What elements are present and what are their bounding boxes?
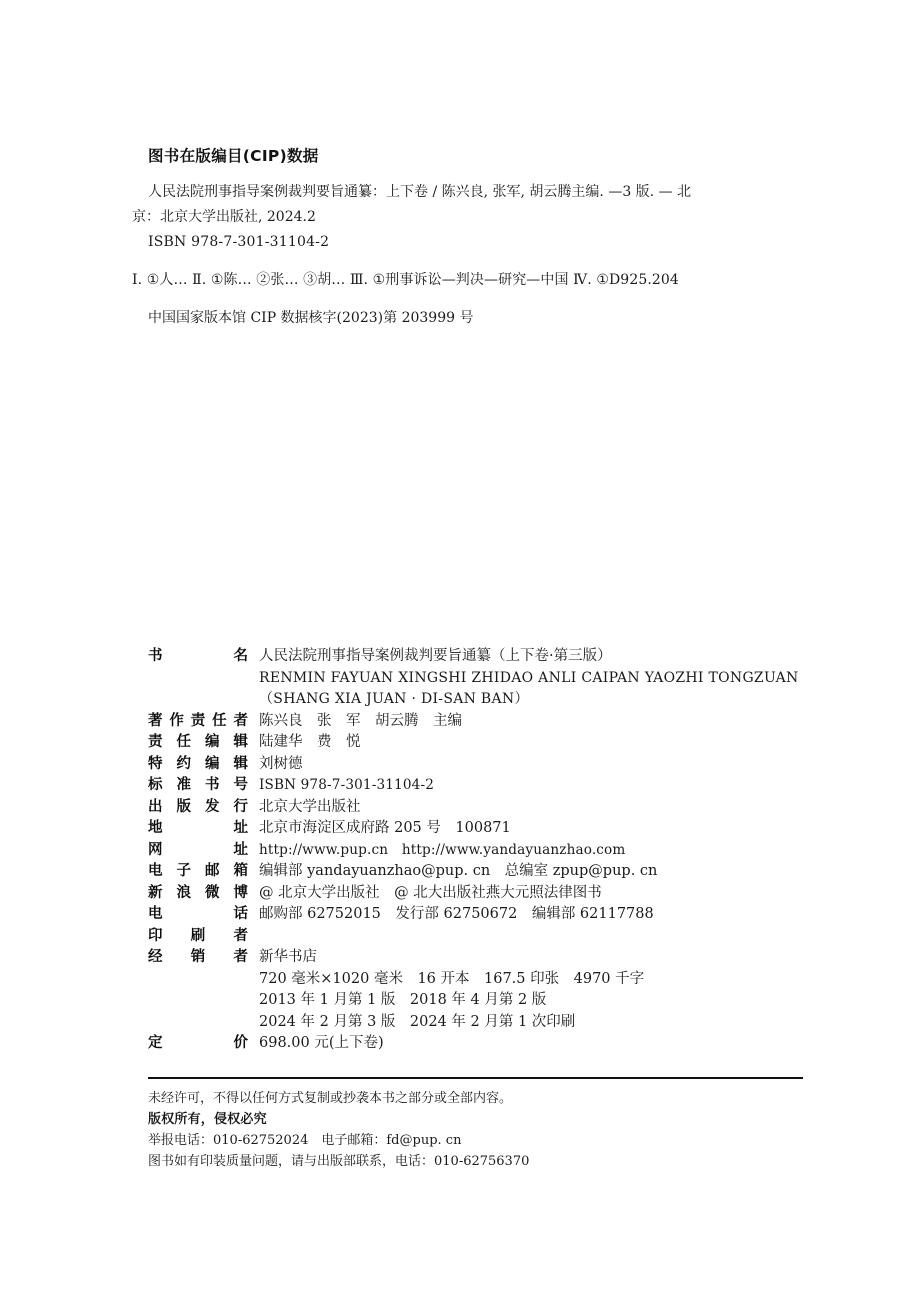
label-char: 书 — [148, 648, 163, 664]
label-char: 标 — [148, 777, 163, 793]
colophon-label-contributing-editor — [148, 754, 250, 776]
label-char: 经 — [148, 949, 163, 965]
label-char: 责 — [190, 712, 206, 729]
colophon-value-title: 人民法院刑事指导案例裁判要旨通纂（上下卷·第三版） — [259, 648, 612, 664]
cip-spacer-2 — [148, 293, 828, 306]
label-char: 任 — [212, 712, 227, 729]
label-char: 行 — [233, 798, 248, 815]
colophon-row-authors — [148, 711, 828, 733]
colophon-row-phone — [148, 904, 828, 926]
colophon-value-isbn: ISBN 978-7-301-31104-2 — [259, 777, 434, 793]
colophon-title-pinyin-1: RENMIN FAYUAN XINGSHI ZHIDAO ANLI CAIPAN YAOZHI TONGZUAN — [259, 669, 799, 686]
colophon-label-distributor — [148, 947, 250, 969]
label-char: 编 — [205, 755, 220, 772]
colophon-value-contributing-editor: 刘树德 — [259, 755, 303, 772]
label-char: 辑 — [233, 734, 248, 750]
label-char: 浪 — [176, 884, 191, 901]
colophon-print-spec: 720 毫米×1020 毫米 16 开本 167.5 印张 4970 千字 — [259, 970, 645, 987]
label-char: 责 — [148, 734, 163, 750]
label-char: 刷 — [190, 927, 206, 944]
label-char: 子 — [176, 863, 191, 879]
label-char: 网 — [148, 841, 163, 858]
colophon-value-address: 北京市海淀区成府路 205 号 100871 — [259, 820, 511, 836]
label-char: 准 — [176, 777, 191, 793]
colophon-label-email — [148, 861, 250, 883]
label-char: 址 — [233, 820, 248, 836]
label-char: 价 — [233, 1035, 248, 1051]
colophon-edition-1: 2013 年 1 月第 1 版 2018 年 4 月第 2 版 — [259, 992, 547, 1008]
colophon-row-price — [148, 1033, 828, 1055]
cip-archive-number: 中国国家版本馆 CIP 数据核字(2023)第 203999 号 — [148, 310, 474, 327]
colophon-label-title — [148, 646, 250, 668]
label-char: 话 — [233, 906, 248, 922]
colophon-details — [148, 646, 828, 1055]
cip-description-line-2: 京：北京大学出版社, 2024.2 — [132, 209, 316, 226]
colophon-value-weibo[interactable]: @ 北京大学出版社 @ 北大出版社燕大元照法律图书 — [259, 884, 602, 901]
colophon-label-address — [148, 818, 250, 840]
colophon-label-isbn — [148, 775, 250, 797]
label-char: 博 — [233, 884, 248, 901]
label-char: 者 — [233, 949, 248, 965]
label-char: 版 — [176, 798, 191, 815]
colophon-value-authors: 陈兴良 张 军 胡云腾 主编 — [259, 712, 462, 729]
colophon-row-address — [148, 818, 828, 840]
colophon-row-editor — [148, 732, 828, 754]
colophon-title-pinyin-2: （SHANG XIA JUAN · DI-SAN BAN） — [259, 691, 529, 707]
cip-spacer — [148, 255, 828, 268]
label-char: 约 — [176, 755, 191, 772]
label-char: 电 — [148, 863, 163, 879]
colophon-label-authors — [148, 711, 250, 733]
label-char: 新 — [148, 884, 163, 901]
colophon-label-editor — [148, 732, 250, 754]
label-char: 辑 — [233, 755, 248, 772]
colophon-label-price — [148, 1033, 250, 1055]
colophon-row-contributing-editor — [148, 754, 828, 776]
colophon-row-weibo — [148, 883, 828, 905]
label-char: 编 — [205, 734, 220, 750]
colophon-label-printer — [148, 926, 250, 948]
colophon-value-publisher: 北京大学出版社 — [259, 798, 361, 815]
colophon-row-publisher — [148, 797, 828, 819]
colophon-row-email — [148, 861, 828, 883]
colophon-label-phone — [148, 904, 250, 926]
footer-copyright: 版权所有，侵权必究 — [148, 1112, 267, 1127]
colophon-label-publisher — [148, 797, 250, 819]
label-char: 任 — [176, 734, 191, 750]
colophon-value-editor: 陆建华 费 悦 — [259, 734, 361, 750]
colophon-row-isbn — [148, 775, 828, 797]
colophon-value-distributor: 新华书店 — [259, 949, 317, 965]
label-char: 作 — [169, 712, 184, 729]
label-char: 著 — [148, 712, 163, 729]
label-char: 者 — [233, 927, 248, 944]
label-char: 书 — [205, 777, 220, 793]
cip-description-line-1: 人民法院刑事指导案例裁判要旨通纂：上下卷 / 陈兴良, 张军, 胡云腾主编. —3 版. — 北 — [148, 184, 692, 201]
colophon-label-weibo — [148, 883, 250, 905]
cip-heading: 图书在版编目(CIP)数据 — [148, 147, 319, 165]
label-char: 号 — [233, 777, 248, 793]
colophon-value-email[interactable]: 编辑部 yandayuanzhao@pup. cn 总编室 zpup@pup. cn — [259, 863, 658, 879]
label-char: 名 — [233, 648, 248, 664]
label-char: 电 — [148, 906, 163, 922]
footer-notice: 未经许可，不得以任何方式复制或抄袭本书之部分或全部内容。 — [148, 1091, 513, 1106]
colophon-row-printer — [148, 926, 828, 948]
label-char: 者 — [233, 712, 248, 729]
colophon-value-website[interactable]: http://www.pup.cn http://www.yandayuanzhao.com — [259, 841, 626, 858]
footer-block — [148, 1088, 828, 1172]
cip-isbn: ISBN 978-7-301-31104-2 — [148, 234, 330, 251]
colophon-value-printer — [250, 926, 828, 948]
label-char: 定 — [148, 1035, 163, 1051]
cip-classification: Ⅰ. ①人… Ⅱ. ①陈… ②张… ③胡… Ⅲ. ①刑事诉讼—判决—研究—中国 Ⅳ. ①D925.204 — [132, 272, 679, 289]
colophon-row-title — [148, 646, 828, 668]
label-char: 发 — [205, 798, 220, 815]
colophon-row-website — [148, 840, 828, 862]
footer-report-contact: 举报电话：010-62752024 电子邮箱：fd@pup. cn — [148, 1133, 462, 1148]
label-char: 地 — [148, 820, 163, 836]
label-char: 微 — [205, 884, 220, 901]
footer-quality-contact: 图书如有印装质量问题，请与出版部联系，电话：010-62756370 — [148, 1154, 530, 1169]
colophon-value-phone: 邮购部 62752015 发行部 62750672 编辑部 62117788 — [259, 906, 654, 922]
colophon-value-price: 698.00 元(上下卷) — [259, 1035, 384, 1051]
label-char: 特 — [148, 755, 163, 772]
colophon-row-distributor — [148, 947, 828, 969]
label-char: 出 — [148, 798, 163, 815]
cip-block — [132, 146, 828, 331]
label-char: 印 — [148, 927, 163, 944]
label-char: 箱 — [233, 863, 248, 879]
colophon-label-website — [148, 840, 250, 862]
label-char: 邮 — [205, 863, 220, 879]
label-char: 址 — [233, 841, 248, 858]
colophon-edition-2: 2024 年 2 月第 3 版 2024 年 2 月第 1 次印刷 — [259, 1013, 576, 1030]
label-char: 销 — [190, 949, 206, 965]
footer-divider — [148, 1077, 803, 1079]
